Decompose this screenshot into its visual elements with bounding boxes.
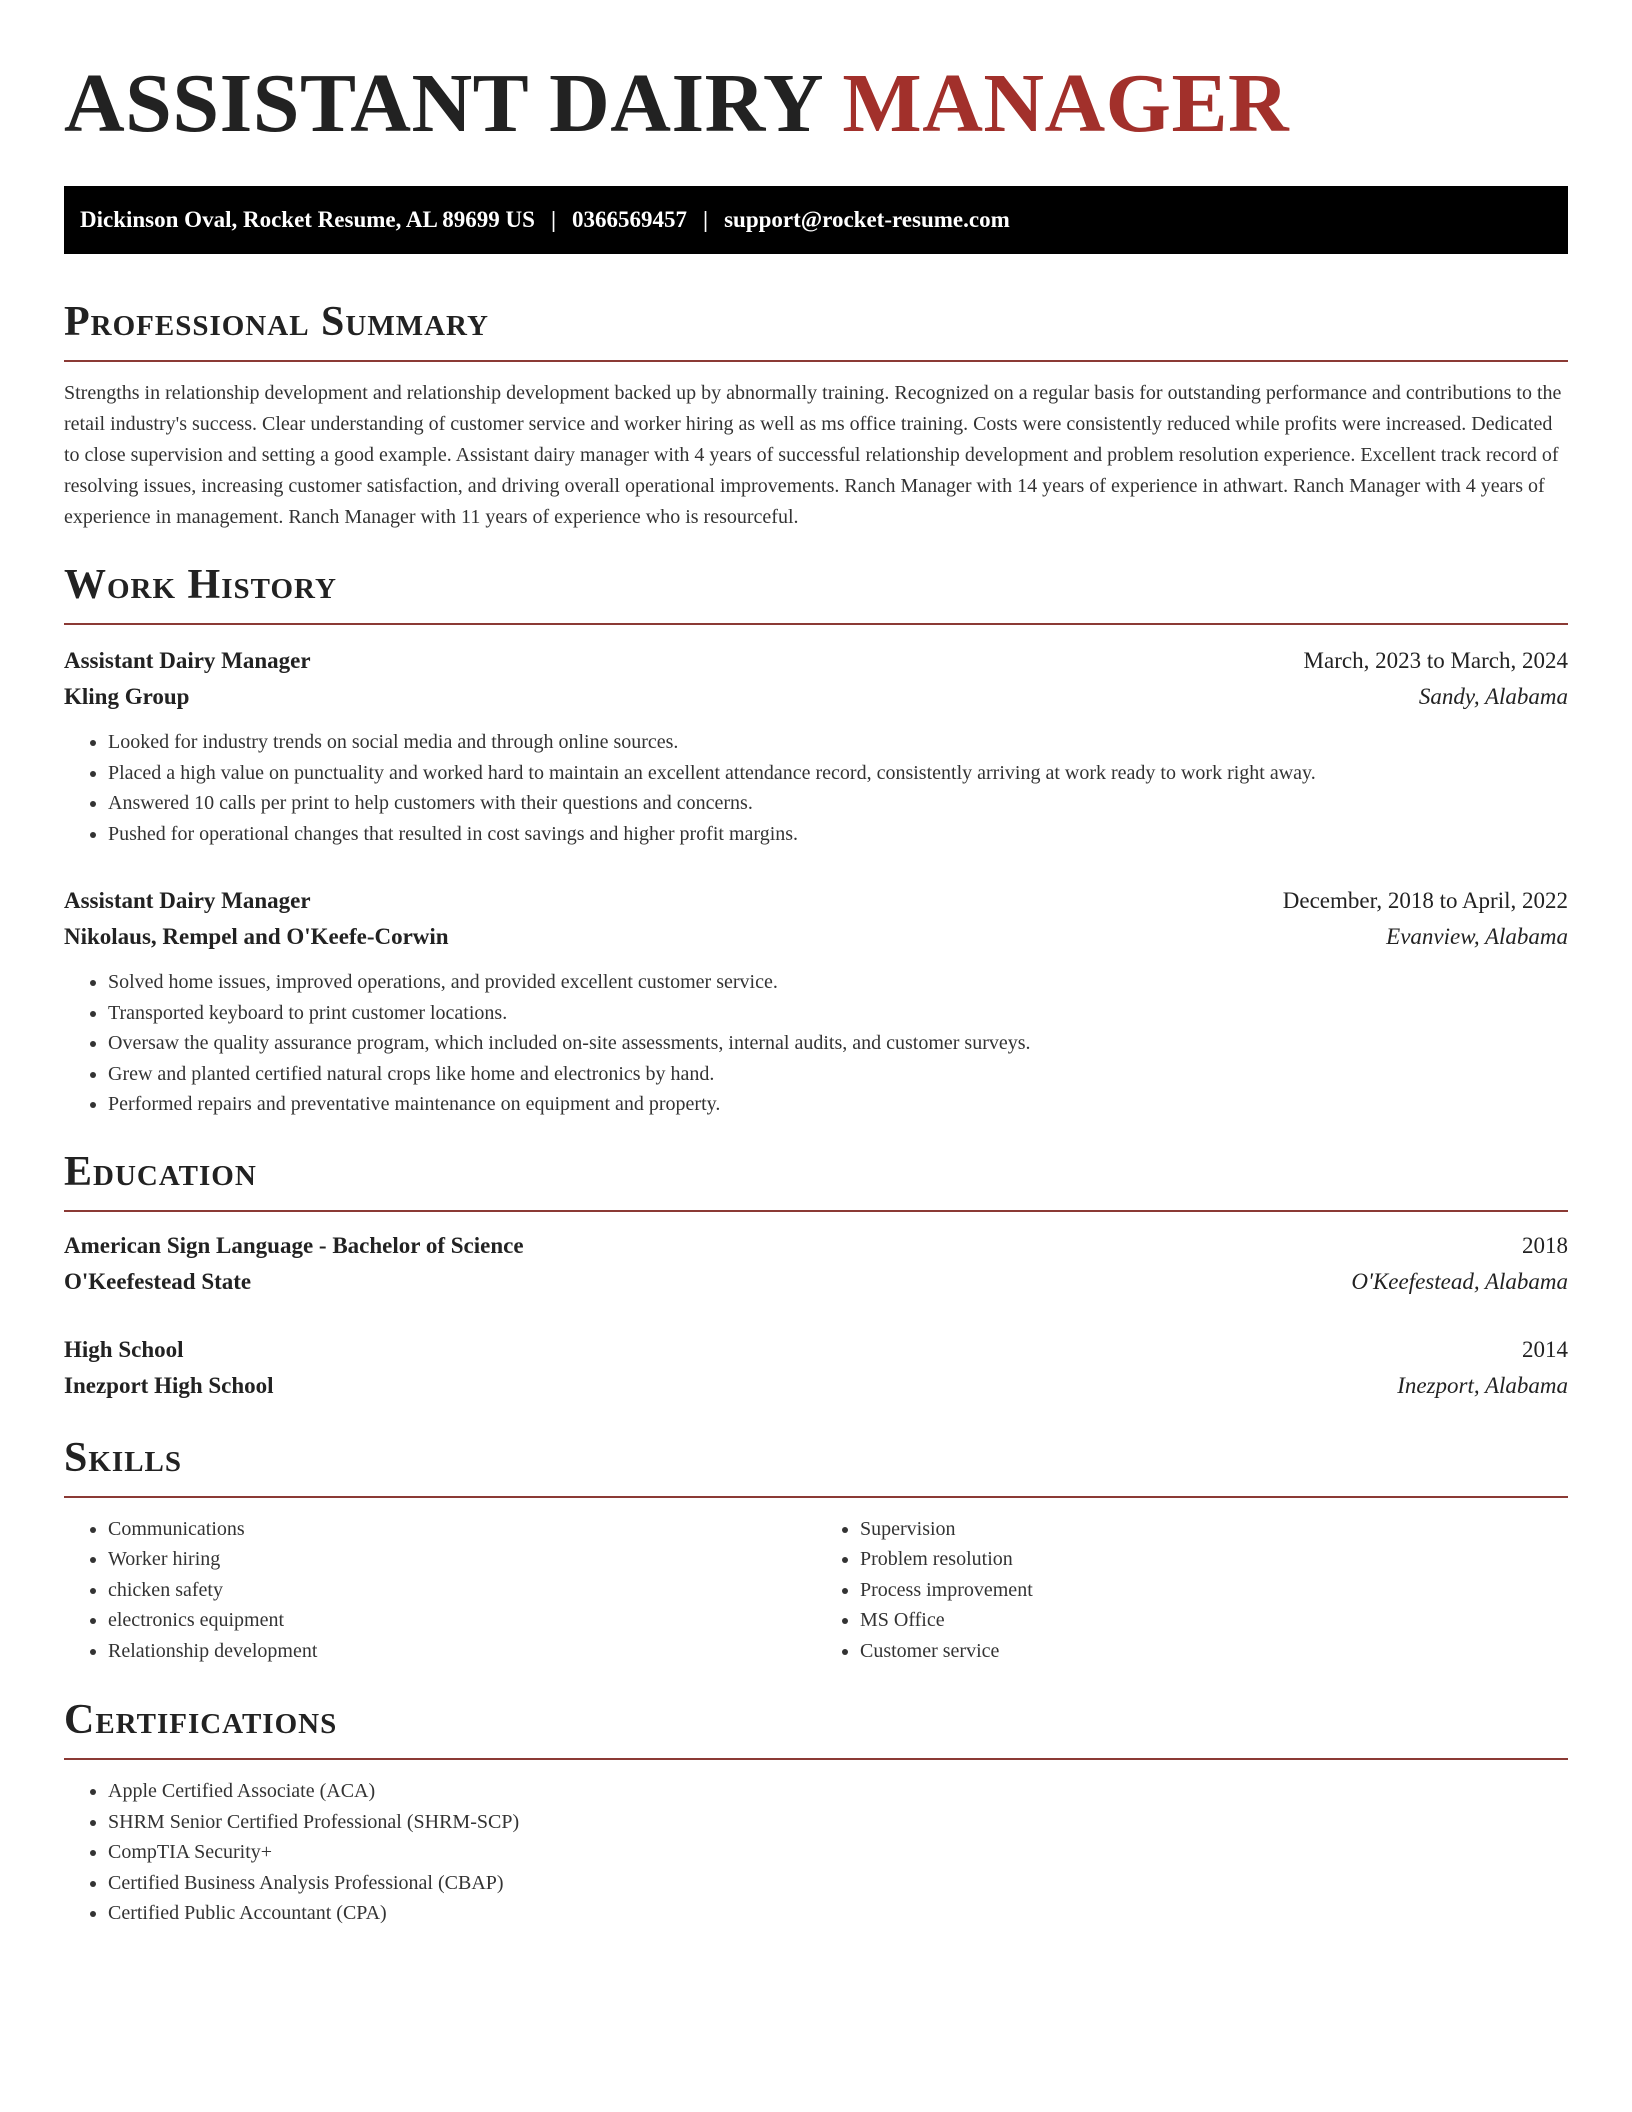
job-bullet: • Solved home issues, improved operations, and provided excellent customer service. [108,967,1568,998]
summary-text: Strengths in relationship development and relationship development backed up by abnormally training. Recognized on a regular basis for outstanding performance and contributions to the retail industry's success. Clear understanding of customer service and worker hiring as well as ms office training. Costs were consistently reduced while profits were increased. Dedicated to close supervision and setting a good example. Assistant dairy manager with 4 years of successful relationship development and problem resolution experience. Excellent track record of resolving issues, increasing customer satisfaction, and driving overall operational improvements. Ranch Manager with 14 years of experience in athwart. Ranch Manager with 4 years of experience in management. Ranch Manager with 11 years of experience who is resourceful. [64,382,1562,528]
job-location: Sandy, Alabama [1418,684,1568,709]
summary-section [64,298,1568,533]
job-bullet: • Answered 10 calls per print to help customers with their questions and concerns. [108,788,1568,819]
section-divider [64,623,1568,625]
job-bullet: • Pushed for operational changes that resulted in cost savings and higher profit margins. [108,819,1568,850]
skill-item: • Problem resolution [860,1544,1568,1575]
skill-item: • chicken safety [108,1575,816,1606]
skills-grid [64,1514,1568,1667]
contact-bar [64,186,1568,254]
education-year: 2014 [1522,1336,1568,1362]
job-company: Kling Group [64,684,190,709]
skill-item: • Worker hiring [108,1544,816,1575]
job-bullet: • Placed a high value on punctuality and worked hard to maintain an excellent attendance record, consistently arriving at work ready to work right away. [108,758,1568,789]
resume-name [64,56,1568,152]
certification-item: • Certified Business Analysis Professional (CBAP) [108,1868,1568,1899]
section-divider [64,1758,1568,1760]
skills-section [64,1434,1568,1667]
job-bullets [64,727,1568,849]
contact-address: Dickinson Oval, Rocket Resume, AL 89699 US [80,207,535,232]
job-bullet: • Looked for industry trends on social media and through online sources. [108,727,1568,758]
job-company: Nikolaus, Rempel and O'Keefe-Corwin [64,924,449,949]
certification-item: • Apple Certified Associate (ACA) [108,1776,1568,1807]
job-location: Evanview, Alabama [1386,924,1568,949]
education-school: Inezport High School [64,1372,274,1398]
education-year: 2018 [1522,1232,1568,1258]
job-role: Assistant Dairy Manager [64,888,311,913]
education-location: O'Keefestead, Alabama [1351,1268,1568,1294]
section-divider [64,1210,1568,1212]
name-accent: MANAGER [842,57,1290,150]
section-divider [64,1496,1568,1498]
education-section [64,1148,1568,1404]
skill-item: • Process improvement [860,1575,1568,1606]
job-entry [64,643,1568,849]
education-degree: High School [64,1336,184,1362]
education-degree: American Sign Language - Bachelor of Science [64,1232,524,1258]
name-first: ASSISTANT DAIRY [64,57,821,150]
job-bullet: • Grew and planted certified natural crops like home and electronics by hand. [108,1059,1568,1090]
job-dates: March, 2023 to March, 2024 [1303,648,1568,673]
education-location: Inezport, Alabama [1397,1372,1568,1398]
education-entry [64,1332,1568,1404]
certification-item: • SHRM Senior Certified Professional (SHRM-SCP) [108,1807,1568,1838]
work-history-title: Work History [64,562,337,608]
skills-list-left [64,1514,816,1667]
job-bullets [64,967,1568,1120]
education-entry [64,1228,1568,1300]
certifications-section [64,1696,1568,1929]
certification-item: • CompTIA Security+ [108,1837,1568,1868]
summary-title: Professional Summary [64,299,489,345]
job-bullet: • Performed repairs and preventative maintenance on equipment and property. [108,1089,1568,1120]
skill-item: • Communications [108,1514,816,1545]
certifications-list [64,1776,1568,1929]
skill-item: • electronics equipment [108,1605,816,1636]
education-school: O'Keefestead State [64,1268,252,1294]
contact-separator: | [550,207,557,232]
skills-title: Skills [64,1434,183,1481]
job-dates: December, 2018 to April, 2022 [1282,888,1568,913]
skill-item: • Relationship development [108,1636,816,1667]
skill-item: • Supervision [860,1514,1568,1545]
section-divider [64,360,1568,362]
skill-item: • Customer service [860,1636,1568,1667]
certification-item: • Certified Public Accountant (CPA) [108,1898,1568,1929]
certifications-title: Certifications [64,1697,338,1743]
job-entry [64,883,1568,1120]
job-bullet: • Transported keyboard to print customer locations. [108,998,1568,1029]
contact-separator: | [703,207,709,232]
job-role: Assistant Dairy Manager [64,648,311,673]
skill-item: • MS Office [860,1605,1568,1636]
work-history-section [64,561,1568,1120]
skills-list-right [816,1514,1568,1667]
job-bullet: • Oversaw the quality assurance program, which included on-site assessments, internal audits, and customer surveys. [108,1028,1568,1059]
education-title: Education [64,1148,257,1195]
contact-phone: 0366569457 [572,207,688,232]
contact-email[interactable]: support@rocket-resume.com [724,207,1010,232]
